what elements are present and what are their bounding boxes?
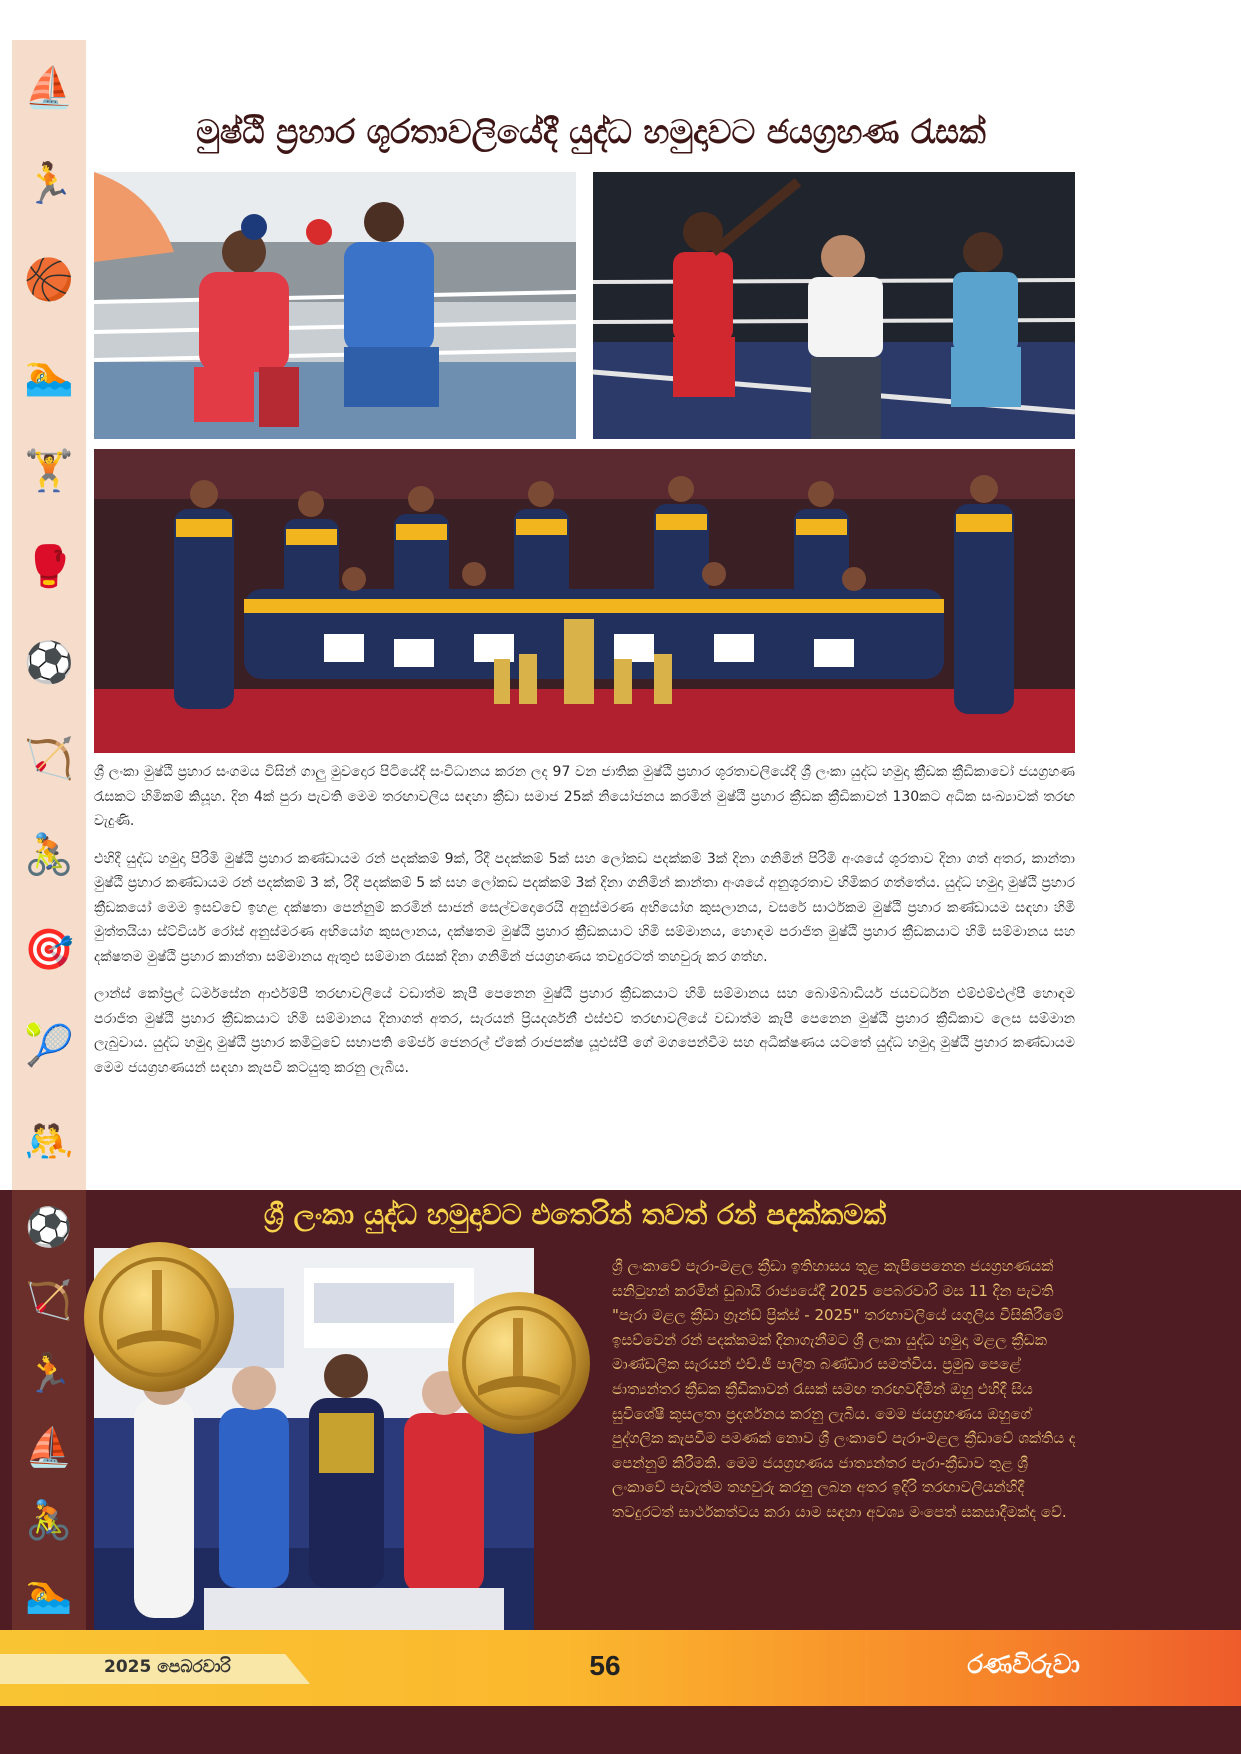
winner-declared-photo	[593, 172, 1075, 439]
para-section-title: ශ්‍රී ලංකා යුද්ධ හමුදාවට එතෙරින් තවත් රන් පදක්කමක්	[263, 1198, 887, 1231]
page-title: මුෂ්ඨි ප්‍රහාර ශූරතාවලියේදී යුද්ධ හමුදාවට ජයග්‍රහණ රැසක්	[196, 112, 986, 151]
running-icon: 🏃	[25, 1351, 73, 1396]
sports-icon-strip-dark	[12, 1190, 86, 1630]
bottom-strip	[0, 1706, 1241, 1754]
rowing-icon: ⛵	[24, 64, 74, 111]
sports-icon-strip	[12, 40, 86, 1190]
article-body	[94, 760, 1075, 1093]
para-section-body: ශ්‍රී ලංකාවේ පැරා-මළල ක්‍රීඩා ඉතිහාසය තුළ කැපීපෙනෙන ජයග්‍රහණයක් සනිටුහන් කරමින් ඩුබායි රාජ්‍යයේදී 2025 පෙබරවාරි මස 11 දින පැවති "පැරා මළල ක්‍රීඩා ග්‍රෑන්ඩ් ප්‍රික්ස් - 2025" තරඟාවලියේ යගුලිය විසිකිරීමේ ඉසව්වෙන් රන් පදක්කමක් දිනාගැනීමට ශ්‍රී ලංකා යුද්ධ හමුදා මළල ක්‍රීඩක මාණ්ඩලික සැරයන් එච්.ජී පාලිත බණ්ඩාර සමත්විය. ප්‍රමුඛ පෙළේ ජාත්‍යන්තර ක්‍රීඩක ක්‍රීඩිකාවන් රැසක් සමඟ තරඟවදිමින් ඔහු එහිදී සිය සුවිශේෂී කුසලතා ප්‍රදර්ශනය කරනු ලැබීය. මෙම ජයග්‍රහණය ඔහුගේ පුද්ගලික කැපවීම පමණක් නොව ශ්‍රී ලංකාවේ පැරා-මළල ක්‍රීඩාවේ ශක්තිය ද පෙන්නුම් කිරීමකි. මෙම ජයග්‍රහණය ජාත්‍යන්තර පැරා-ක්‍රීඩාව තුළ ශ්‍රී ලංකාවේ පැවැත්ම තහවුරු කරනු ලබන අතර ඉදිරි තරඟාවලියන්හිදී තවදුරටත් සාර්ථකත්වය කරා යාම සඳහා අවශ්‍ය මංපෙත් සකසාදීමක්ද වේ.	[612, 1257, 1076, 1521]
boxing-icon: 🥊	[24, 544, 74, 591]
page-number: 56	[589, 1650, 621, 1681]
footer-date: 2025 පෙබරවාරි	[104, 1657, 231, 1677]
cycling-icon: 🚴	[24, 831, 74, 878]
basketball-icon: 🏀	[24, 256, 74, 303]
shooting-icon: 🎯	[24, 927, 74, 974]
magazine-brand: රණවිරුවා	[967, 1650, 1080, 1680]
article-paragraph: ශ්‍රී ලංකා මුෂ්ඨි ප්‍රහාර සංගමය විසින් ගාලු මුවදොර පිටියේදී සංවිධානය කරන ලද 97 වන ජාතික මුෂ්ඨි ප්‍රහාර ශූරතාවලියේදී ශ්‍රී ලංකා යුද්ධ හමුදා ක්‍රීඩක ක්‍රීඩිකාවෝ ජයග්‍රහණ රැසකට හිමිකම් කියූහ. දින 4ක් පුරා පැවති මෙම තරඟාවලිය සඳහා ක්‍රීඩා සමාජ 25ක් නියෝජනය කරමින් මුෂ්ඨි ප්‍රහාර ක්‍රීඩක ක්‍රීඩිකාවන් 130කට අධික සංඛ්‍යාවක් තරඟ වැදුණි.	[94, 764, 1075, 829]
gold-medal-image	[446, 1290, 592, 1436]
article-paragraph: එහිදී යුද්ධ හමුදා පිරිමි මුෂ්ඨි ප්‍රහාර කණ්ඩායම රන් පදක්කම් 9ක්, රිදී පදක්කම් 5ක් සහ ලෝකඩ පදක්කම් 3ක් දිනා ගනිමින් පිරිමි අංශයේ ශූරතාව දිනා ගත් අතර, කාන්තා මුෂ්ඨි ප්‍රහාර කණ්ඩායම රන් පදක්කම් 3 ක්, රිදී පදක්කම් 5 ක් සහ ලෝකඩ පදක්කම් 3ක් දිනා ගනිමින් කාන්තා අංශයේ අනුශූරතාව හිමිකර ගත්තේය. යුද්ධ හමුදා මුෂ්ඨි ප්‍රහාර ක්‍රීඩකයෝ මෙම ඉසව්වේ ඉහළ දක්ෂතා පෙන්නුම් කරමින් සාජන් සෙල්වදොරෙයි අනුස්මරණ අභියෝග කුසලානය, වසරේ සාර්ථකම මුෂ්ඨි ප්‍රහාර කණ්ඩායම සඳහා හිමි මුත්තයියා ස්ට්වියර් රෝස් අනුස්මරණ අභියෝග කුසලානය, දක්ෂතම මුෂ්ඨි ප්‍රහාර ක්‍රීඩකයාට හිමි සම්මානය, හොඳම පරාජිත මුෂ්ඨි ප්‍රහාර ක්‍රීඩකයාට හිමි සම්මානය සහ දක්ෂතම මුෂ්ඨි ප්‍රහාර කාන්තා සම්මානය ඇතුළු සම්මාන රැසක් දිනා ගනිමින් ජයග්‍රහණය තවදුරටත් තහවුරු කර ගත්හ.	[94, 850, 1075, 965]
archery-icon: 🏹	[24, 735, 74, 782]
running-icon: 🏃	[24, 160, 74, 207]
rowing-icon: ⛵	[25, 1424, 73, 1469]
cycling-icon: 🚴	[25, 1497, 73, 1542]
article-paragraph: ලාන්ස් කෝප්‍රල් ධර්මසේන ආර්එම්පී තරඟාවලියේ වඩාත්ම කැපී පෙනෙන මුෂ්ඨි ප්‍රහාර ක්‍රීඩකයාට හිමි සම්මානය සහ බොම්බාඩියර් ජයවර්ධන එම්එම්එල්පී හොඳම පරාජිත මුෂ්ඨි ප්‍රහාර ක්‍රීඩකයාට හිමි සම්මානය දිනාගත් අතර, සැරයන් ප්‍රියදර්ශනී එස්එච් තරඟාවලියේ වඩාත්ම කැපී පෙනෙන මුෂ්ඨි ප්‍රහාර ක්‍රීඩිකාව ලෙස සම්මාන ලැබුවාය. යුද්ධ හමුදා මුෂ්ඨි ප්‍රහාර කමිටුවේ සභාපති මේජර් ජෙනරල් ඒකේ රාජපක්ෂ යූඑස්පී ගේ මගපෙන්වීම සහ අධීක්ෂණය යටතේ යුද්ධ හමුදා මුෂ්ඨි ප්‍රහාර කණ්ඩායම මෙම ජයග්‍රහණයන් සඳහා කැපවී කටයුතු කරනු ලැබීය.	[94, 986, 1075, 1076]
boxing-bout-photo	[94, 172, 576, 439]
army-boxing-team-photo	[94, 449, 1075, 753]
archery-icon: 🏹	[25, 1277, 73, 1322]
football-icon: ⚽	[24, 639, 74, 686]
swimming-icon: 🏊	[24, 352, 74, 399]
football-icon: ⚽	[25, 1204, 73, 1249]
weightlifting-icon: 🏋	[24, 448, 74, 495]
swimming-icon: 🏊	[25, 1571, 73, 1616]
tennis-icon: 🎾	[24, 1023, 74, 1070]
wrestling-icon: 🤼	[24, 1119, 74, 1166]
gold-medal-image	[82, 1240, 236, 1394]
